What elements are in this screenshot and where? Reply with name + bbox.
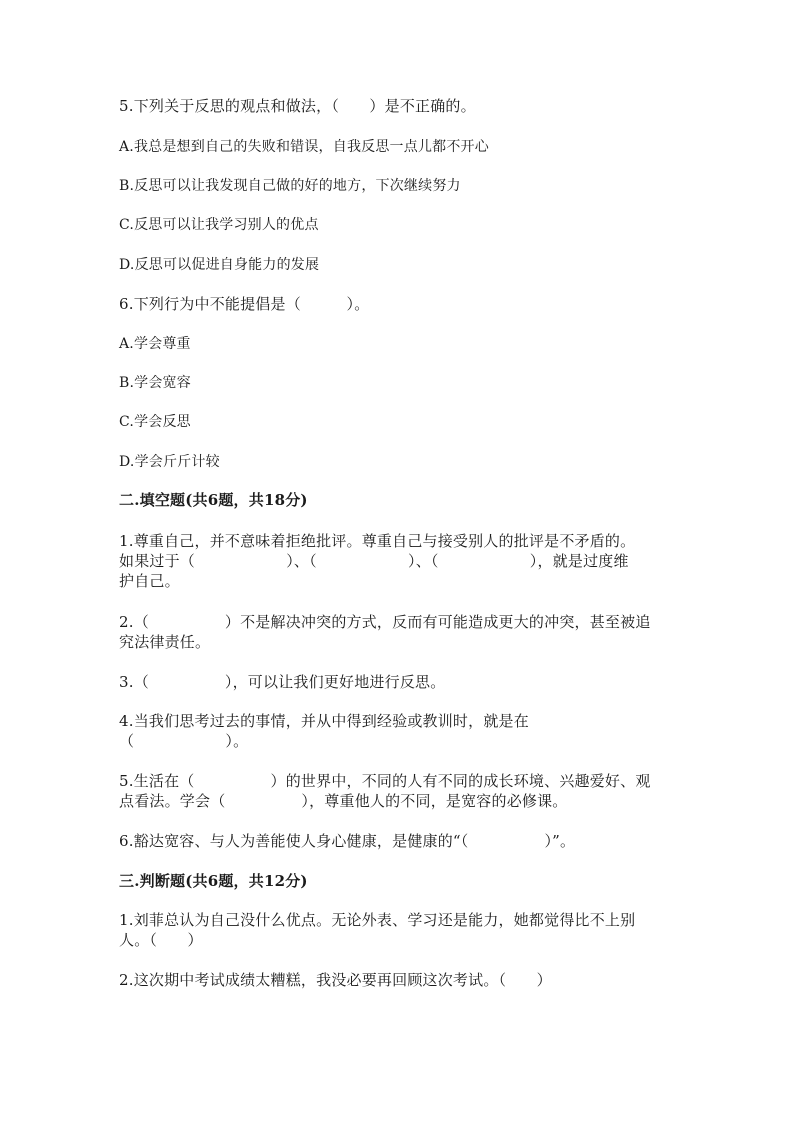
fill-blank-1-line-3: 护自己。: [119, 572, 180, 590]
fill-blank-1-line-2: 如果过于（ ）、（ ）、（ ），就是过度维: [119, 552, 629, 570]
true-false-2-line-1: 2.这次期中考试成绩太糟糕，我没必要再回顾这次考试。（ ）: [119, 971, 552, 989]
fill-blank-5-line-1: 5.生活在（ ）的世界中，不同的人有不同的成长环境、兴趣爱好、观: [119, 772, 651, 790]
fill-blank-2-line-2: 究法律责任。: [119, 633, 211, 651]
question-5-option-d: D.反思可以促进自身能力的发展: [119, 257, 320, 273]
fill-blank-1-line-1: 1.尊重自己，并不意味着拒绝批评。尊重自己与接受别人的批评是不矛盾的。: [119, 532, 636, 550]
question-5-option-c: C.反思可以让我学习别人的优点: [119, 217, 319, 233]
fill-blank-section-heading: 二.填空题(共6题，共18分): [119, 491, 308, 509]
fill-blank-5-line-2: 点看法。学会（ ），尊重他人的不同，是宽容的必修课。: [119, 792, 568, 810]
fill-blank-4-line-2: （ ）。: [119, 732, 249, 750]
true-false-1-line-2: 人。（ ）: [119, 931, 203, 949]
fill-blank-6-line-1: 6.豁达宽容、与人为善能使人身心健康，是健康的“（ ）”。: [119, 832, 576, 850]
question-5-option-b: B.反思可以让我发现自己做的好的地方，下次继续努力: [119, 178, 461, 194]
fill-blank-4-line-1: 4.当我们思考过去的事情，并从中得到经验或教训时，就是在: [119, 712, 529, 730]
fill-blank-2-line-1: 2.（ ）不是解决冲突的方式，反而有可能造成更大的冲突，甚至被追: [119, 613, 651, 631]
question-6-option-b: B.学会宽容: [119, 375, 191, 391]
question-5-option-a: A.我总是想到自己的失败和错误，自我反思一点儿都不开心: [119, 139, 489, 155]
fill-blank-3-line-1: 3.（ ），可以让我们更好地进行反思。: [119, 673, 446, 691]
question-6-stem: 6.下列行为中不能提倡是（ ）。: [119, 295, 370, 313]
question-6-option-c: C.学会反思: [119, 414, 191, 430]
question-6-option-a: A.学会尊重: [119, 336, 191, 352]
true-false-1-line-1: 1.刘菲总认为自己没什么优点。无论外表、学习还是能力，她都觉得比不上别: [119, 911, 636, 929]
question-6-option-d: D.学会斤斤计较: [119, 454, 220, 470]
true-false-section-heading: 三.判断题(共6题，共12分): [119, 872, 308, 890]
question-5-stem: 5.下列关于反思的观点和做法，（ ）是不正确的。: [119, 97, 476, 115]
